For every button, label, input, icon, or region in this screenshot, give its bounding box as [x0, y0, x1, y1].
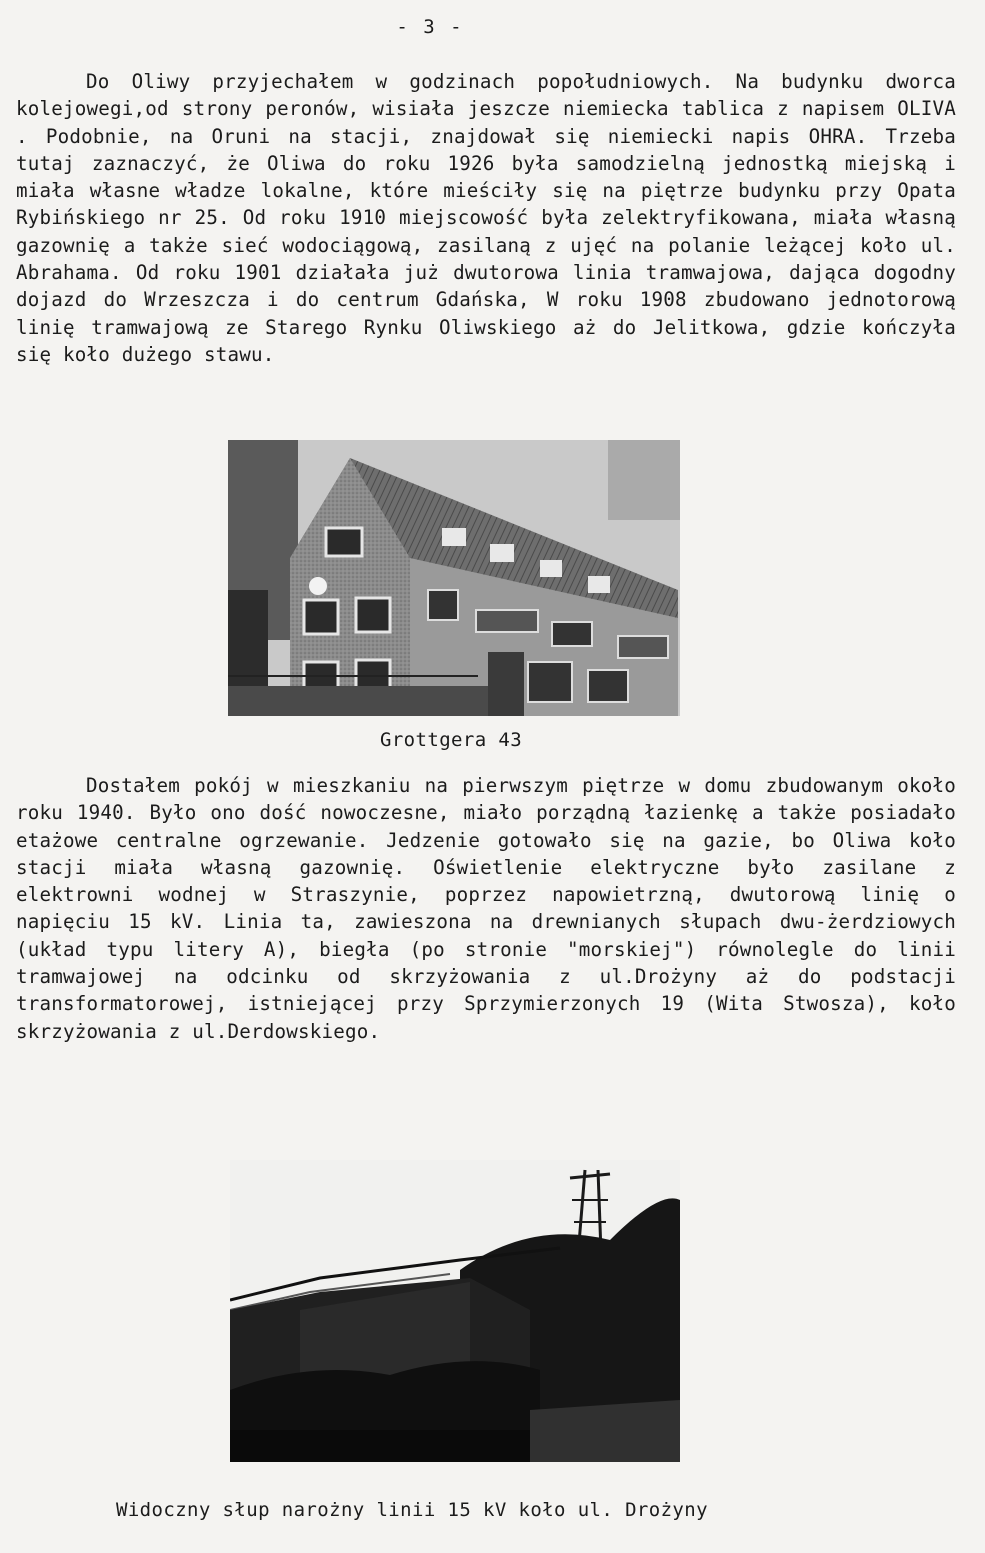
- photo-caption-house: Grottgera 43: [380, 729, 523, 751]
- paragraph-intro: Do Oliwy przyjechałem w godzinach popołudniowych. Na budynku dworca kolejowegi,od strony peronów, wisiała jeszcze niemiecka tablica z napisem OLIVA . Podobnie, na Oruni na stacji, znajdował się niemiecki napis OHRA. Trzeba tutaj zaznaczyć, że Oliwa do roku 1926 była samodzielną jednostką miejską i miała własne władze lokalne, które mieściły się na piętrze budynku przy Opata Rybińskiego nr 25. Od roku 1910 miejscowość była zelektryfikowana, miała własną gazownię a także sieć wodociągową, zasilaną z ujęć na polanie leżącej koło ul. Abrahama. Od roku 1901 działała już dwutorowa linia tramwajowa, dająca dogodny dojazd do Wrzeszcza i do centrum Gdańska, W roku 1908 zbudowano jednotorową linię tramwajową ze Starego Rynku Oliwskiego aż do Jelitkowa, gdzie kończyła się koło dużego stawu.: [16, 70, 956, 366]
- pole-photo: [230, 1160, 680, 1462]
- house-photo: [228, 440, 680, 716]
- page-number: - 3 -: [396, 16, 464, 38]
- paragraph-apartment: Dostałem pokój w mieszkaniu na pierwszym piętrze w domu zbudowanym około roku 1940. Było ono dość nowoczesne, miało porządną łazienkę a także posiadało etażowe centralne ogrzewanie. Jedzenie gotowało się na gazie, bo Oliwa koło stacji miała własną gazownię. Oświetlenie elektryczne było zasilane z elektrowni wodnej w Straszynie, poprzez napowietrzną, dwutorową linię o napięciu 15 kV. Linia ta, zawieszona na drewnianych słupach dwu-żerdziowych (układ typu litery A), biegła (po stronie "morskiej") równolegle do linii tramwajowej na odcinku od skrzyżowania z ul.Drożyny aż do podstacji transformatorowej, istniejącej przy Sprzymierzonych 19 (Wita Stwosza), koło skrzyżowania z ul.Derdowskiego.: [16, 774, 956, 1043]
- photo-caption-pole: Widoczny słup narożny linii 15 kV koło ul. Drożyny: [116, 1499, 708, 1521]
